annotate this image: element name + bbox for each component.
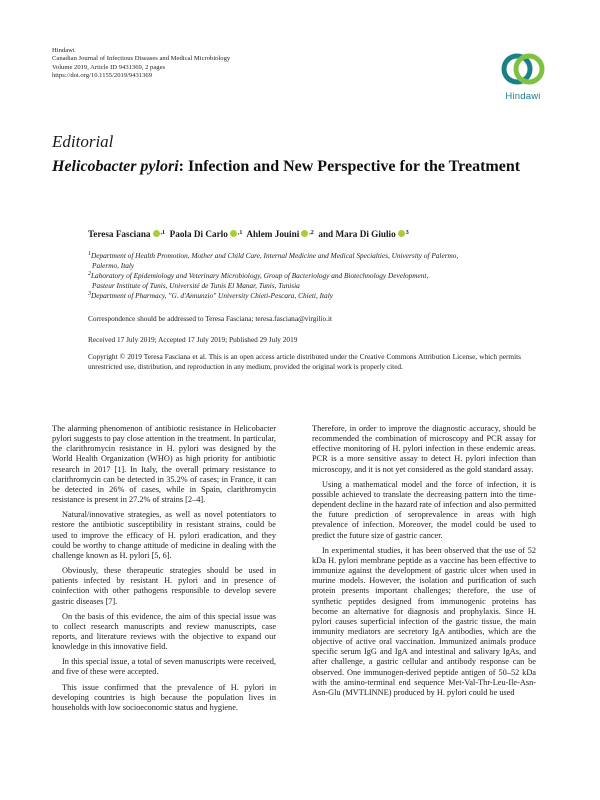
publisher-name: Hindawi [52,47,75,54]
author-affil-ref: ,2 [309,230,314,236]
journal-name: Canadian Journal of Infectious Diseases and Medical Microbiology [52,55,231,63]
paragraph: The alarming phenomenon of antibiotic resistance in Helicobacter pylori suggests to pay close attention in the treatment. In particular, the clarithromycin resistance in H. pylori was designed by the World Health Organization (WHO) as high priority for antibiotic research in 2017 [1]. In Italy, the overall primary resistance to clarithromycin can be detected in 35.2% of cases; in France, it can be detected in 26% of cases, while in Spain, clarithromycin resistance is present in 27.2% of strains [2–4]. [52,424,276,505]
paragraph: Natural/innovative strategies, as well as novel potentiators to restore the antibiotic susceptibility in resistant strains, could be used to improve the efficacy of H. pylori eradication, and they could be worthy to change attitude of medicine in dealing with the challenge known as H. pylori [5, 6]. [52,510,276,560]
author-affil-ref: 3 [405,230,409,236]
author-name[interactable]: Ahlem Jouini [246,229,300,239]
journal-header [52,47,230,80]
orcid-icon[interactable] [301,230,308,237]
author-name[interactable]: Teresa Fasciana [88,229,151,239]
title-rest: : Infection and New Perspective for the Treatment [178,158,521,175]
affiliations [88,251,528,301]
doi-link[interactable]: https://doi.org/10.1155/2019/9431369 [52,71,153,79]
affil-text: Department of Pharmacy, "G. d'Annunzio" University Chieti-Pescara, Chieti, Italy [91,291,333,300]
paragraph: In experimental studies, it has been observed that the use of 52 kDa H. pylori membrane peptide as a vaccine has been effective to immunize against the development of gastric ulcer when used in murine models. However, the isolation and purification of such protein presents important challenges; therefore, the use of synthetic peptides designed from immunogenic proteins has become an alternative for diagnosis and prophylaxis. Since H. pylori causes superficial infection of the gastric tissue, the main immunity mediators are secretory IgA antibodies, which are the objective of active oral vaccination. Immunized animals produce specific serum IgG and IgA and intestinal and salivary IgAs, and after challenge, a gastric cellular and antibody response can be observed. One immunogen-derived peptide antigen of 50–52 kDa with the amino-terminal end sequence Met-Val-Thr-Leu-Ile-Asn-Asn-Glu (MVTLINNE) produced by H. pylori could be used [312,545,536,697]
paragraph: In this special issue, a total of seven manuscripts were received, and five of these were accepted. [52,657,276,677]
author-affil-ref: ,1 [237,230,243,236]
affiliation [88,271,528,281]
paragraph: This issue confirmed that the prevalence of H. pylori in developing countries is high because the population lives in households with low socioeconomic status and hygiene. [52,682,276,712]
body-left-column [52,424,276,718]
affiliation [88,251,528,261]
body-right-column [312,424,536,703]
author-list [88,229,409,239]
orcid-icon[interactable] [230,230,237,237]
article-type: Editorial [52,132,114,151]
publication-dates: Received 17 July 2019; Accepted 17 July 2019; Published 29 July 2019 [88,335,298,344]
copyright-notice: Copyright © 2019 Teresa Fasciana et al. This is an open access article distributed under the Creative Commons Attribution License, which permits unrestricted use, distribution, and reproduction in any medium, provided the original work is properly cited. [88,352,521,371]
paragraph: Obviously, these therapeutic strategies should be used in patients infected by resistant H. pylori and in presence of coinfection with other pathogens responsible to develop severe gastric diseases [7]. [52,566,276,606]
correspondence: Correspondence should be addressed to Teresa Fasciana; teresa.fasciana@virgilio.it [88,314,333,323]
paragraph: On the basis of this evidence, the aim of this special issue was to collect research manuscripts and review manuscripts, case reports, and literature reviews with the objective to expand our knowledge in this innovative field. [52,611,276,652]
affiliation [88,291,528,301]
affil-number: 2 [88,271,91,277]
logo-wordmark: Hindawi [505,91,541,102]
title-species: Helicobacter pylori [52,158,179,175]
paragraph: Using a mathematical model and the force of infection, it is possible achieved to translate the decreasing pattern into the time-dependent decline in the hazard rate of infection and also permitted the future prediction of seroprevalence in areas with high prevalence of infection. Moreover, the model could be used to predict the future size of gastric cancer. [312,479,536,540]
affil-number: 1 [88,251,91,257]
volume-info: Volume 2019, Article ID 9431369, 2 pages [52,63,166,71]
affil-text: Laboratory of Epidemiology and Veterinary Microbiology, Group of Bacteriology and Biotechnology Development, [91,271,429,280]
author-name[interactable]: and Mara Di Giulio [318,229,396,239]
author-affil-ref: ,1 [160,230,166,236]
affiliation-cont: Pasteur Institute of Tunis, Université de Tunis El Manar, Tunis, Tunisia [92,281,300,290]
orcid-icon[interactable] [153,230,160,237]
affil-text: Department of Health Promotion, Mother and Child Care, Internal Medicine and Medical Specialties, University of Palermo, [91,251,459,260]
author-name[interactable]: Paola Di Carlo [169,229,228,239]
orcid-icon[interactable] [398,230,405,237]
affil-number: 3 [88,291,91,297]
paragraph: Therefore, in order to improve the diagnostic accuracy, should be recommended the combination of microscopy and PCR assay for effective monitoring of H. pylori infection in these endemic areas. PCR is a more sensitive assay to detect H. pylori infection than microscopy, and it is not yet considered as the gold standard assay. [312,424,536,474]
article-title [52,157,522,177]
affiliation-cont: Palermo, Italy [92,261,135,270]
